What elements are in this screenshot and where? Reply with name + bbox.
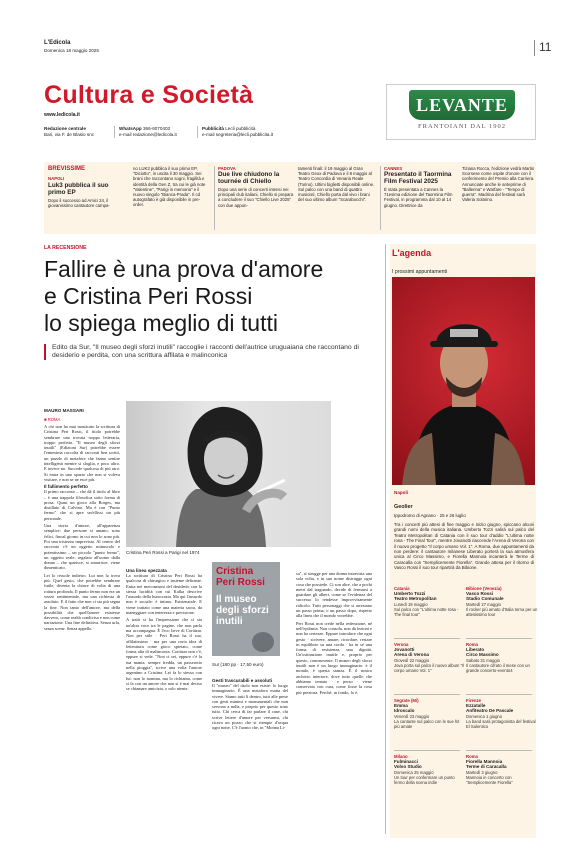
article-kicker: LA RECENSIONE bbox=[44, 245, 87, 251]
event-city: Firenze bbox=[466, 698, 482, 703]
event-city: Bibione (Venezia) bbox=[466, 586, 502, 591]
event-desc: La band sarà protagonista del festival El Salentico bbox=[466, 718, 536, 729]
event-artist: Ezzatalle bbox=[466, 703, 486, 708]
event-venue: Circo Massimo bbox=[466, 652, 499, 658]
article-col-1: A chi non ha mai masticato la scrittura di Cristina Peri Rossi, il titolo potrebbe sembrare una trovata troppo letteraria, troppo perfetta. "Il museo degli sforzi inutili" (Edizioni Sur) potrebbe essere l'ennesima raccolta di racconti ben scritti, un puzzle di metafore che fanno sentire intelligenti mentre si sfoglia, e poco altro. E invece no. Succede qualcosa di più raro. Si entra in uno spazio che non si voleva visitare, e non se ne esce più. Il fallimento perfetto Il primo racconto – che dà il titolo al libro – è una trappola filosofica sotto forma di prosa. Quasi un gioco alla Borges, ma distillato di Calvino. Ma è con "Punto fermo" che si apre un'ellissi un più personale. Una storia d'amore, all'apparenza semplice: due persone si amano, sono felici, finoal giorno in cui non lo sono più. Poi una tristezza imprevista. Al centro del racconto c'è un oggetto minuscolo e potentissimo – un piccolo "punto fermo", un oggetto reale, regalato all'uomo dalla donna – che sparisce, si smarrisce, viene dimenticato. Lei lo rivuole indietro. Lui non lo trova più. Quel gesto, che potrebbe sembrare futile, diventa la chiave di volta di una rottura profonda. Il punto fermo non era un vezzo sentimentale, ma una richiesta di assoluto. E il fatto che non ci sia più segna la fine. Non tanto dell'amore, ma della possibilità che quell'amore esistesse davvero, come realtà condivisa e non come narrazione. Una fine definitiva. Senza urla, senza scene. Senza appello. bbox=[44, 424, 120, 631]
event-date: Domenica 25 maggio bbox=[394, 769, 434, 775]
article-col-3: Gesti trascurabili e assoluti Il "museo" del titolo non esiste: lo luogo immaginario. È una metafora esatta del vivere. Siamo tutti lì dentro, tutti alle prese con gesti minimi e monumentali che non servono a nulla, e proprio per questo sono tutto. Chi cerca di far parlare il cane, chi scrive lettere d'amore per versarmi, chi ricava un pozzo che si riempie d'acqua ogni notte. C'è l'uomo che, in "Monna Li- bbox=[212, 678, 288, 731]
event-venue: Idroscalo bbox=[394, 708, 415, 714]
article-col-2: Una linea spezzata La scrittura di Cristina Peri Rossi ha qualcosa di chirurgico e insieme delirante. Entra nei meccanismi del desiderio con la stessa lucidità con cui Kafka descrive l'assurdo della burocrazia. Ma qui l'assurdo non è sociale: è intimo. Esistenziale. E viene trattato come una materia sacra, da maneggiare con tenerezza e precisione. A tratti si ha l'impressione che ci sia un'altra voce tra le pagine, che non parla ma accompagna. È l'eco lieve di Cortázar. Non per stile · Peri Rossi ha il suo, affilatissimo · ma per una certa idea di letteratura come gioco spietato, come forma alta di malinconia. Cortázar non c'è, eppure si vede. "Non ci sei, eppure c'è la tua mania, sempre fredda, un passerotto nella pioggia", scrive una volta l'autore argentino a Cristina. Lei fa lo stesso con lui: non lo nomina, ma lo richiama, come si fa con un amore che non si è mai deciso se chiamare amicizia, o solo niente. bbox=[126, 568, 202, 692]
issue-date: Domenica 18 maggio 2025 bbox=[44, 48, 99, 53]
brief-3: CANNES Presentato il Taormina Film Festival 2025 È stata presentata a Cannes la 71esima edizione del Taormina Film Festival, in programma dal 10 al 14 giugno. Direttrice da bbox=[384, 166, 453, 208]
agenda-event bbox=[394, 754, 466, 785]
agenda-feature: Napoli Geolier Ippodromo di Agnano · 25 e 26 luglio Tra i concerti più attesi di fine maggio e inizio giugno, spiccano alcuni grandi nomi della musica italiana. Umberto Tozzi salirà sul palco del Teatro Metropolitan di Catania con il suo tour d'addio "L'ultima notte rosa - The Final Tour", mentre Jovanotti riaccende l'Arena di Verona con il nuovo progetto "Il corpo umano Vol. 1". A Roma, due appuntamenti da non perdere: il cantautore milanese Liberato porterà la sua atmosfera unica al Circo Massimo, e Fiorella Mannoia incanterà le Terme di Caracalla con "Semplicemente Fiorella". Grande attesa per il ritorno di Vasco Rossi il suo tour ripartirà da Bibione. bbox=[394, 490, 534, 571]
event-city: Segrate (Mi) bbox=[394, 698, 419, 703]
event-divider bbox=[466, 750, 532, 751]
agenda-event bbox=[466, 586, 538, 617]
site-url[interactable]: www.ledicola.it bbox=[44, 112, 80, 118]
book-cover: Cristina Peri Rossi Il museo degli sforzi inutili bbox=[212, 562, 280, 656]
contact-whatsapp: WhatsApp 366-6070403 e-mail redazione@ledicola.it bbox=[119, 126, 177, 137]
event-date: Sabato 31 maggio bbox=[466, 657, 500, 663]
event-city: Catania bbox=[394, 586, 410, 591]
geolier-photo bbox=[392, 277, 535, 485]
article-col-4: sa", si strugge per una donna intravista una sola volta, e in suo nome distrugge ogni cosa che possiede. Ci son altre, che a pochi metri dal traguardo, decide di fermarsi a guardare gli alberi, come se l'evidenza del successo lo rendesse improvvisamente ridicolo. Tutti personaggi che si arrestano un passo prima, o un passo dopo, rispetto alla linea che il mondo vorrebbe. Peri Rossi non crede nella redenzione, né nell'epifania. Non consola, non dà lezioni e non ha certezze. Eppure introduce che ogni gesto · scrivere, amare, ricordare, restare in equilibrio su una corda · ha in sé una forma di resistenza, una dignità. Un'ostinazione inutile e, proprio per questo, commovente. Il museo degli sforzi inutili non è un luogo immaginario: è il mondo, è questa stanza. È il nostro archivio interiore, dove tutto quello che abbiamo tentato · e perso · viene conservato con cura, come fosse la cosa più preziosa. Perché, in fondo, lo è. bbox=[296, 571, 372, 695]
levante-ad[interactable] bbox=[386, 84, 536, 140]
article-standfirst: Edito da Sur, "Il museo degli sforzi inutili" raccoglie i racconti dell'autrice uruguaiana che raccontano di desiderio e perdita, con una scrittura affilata e malinconica bbox=[52, 344, 359, 360]
event-artist: Vasco Rossi bbox=[466, 591, 494, 596]
brief-2: PADOVA Due live chiudono la tournée di Chiello Dopo una serie di concerti intensi nei principali club italiani, Chiello si prepara a concludere il suo "Chiello Live 2025" con due appun- bbox=[218, 166, 294, 208]
place: ■ ROMA bbox=[44, 417, 61, 422]
agenda-event bbox=[466, 698, 538, 729]
levante-tagline: FRANTOIANI DAL 1902 bbox=[418, 123, 506, 130]
author-byline: MAURO MASSARI bbox=[44, 408, 84, 413]
brevissime-label: BREVISSIME bbox=[48, 166, 86, 172]
agenda-event bbox=[394, 642, 466, 673]
event-venue: Stadio Comunale bbox=[466, 596, 504, 602]
event-divider bbox=[466, 638, 532, 639]
event-divider bbox=[394, 694, 460, 695]
event-desc: Il rocker più amato d'Italia torna per un attesissimo tour bbox=[466, 606, 538, 617]
event-divider bbox=[394, 638, 460, 639]
agenda-event bbox=[394, 698, 466, 729]
event-desc: Il cantautore cifrato il mese con un grande concerto-evento4 bbox=[466, 662, 530, 673]
event-desc: Un tour per confermare un punto fermo della scena indie bbox=[394, 774, 455, 785]
event-desc: Jova porta sul palco il nuovo album "Il corpo umano Vol. 1" bbox=[394, 662, 465, 673]
agenda-subtitle: I prossimi appuntamenti bbox=[392, 269, 448, 275]
event-divider bbox=[466, 694, 532, 695]
event-date: Martedì 27 maggio bbox=[466, 601, 501, 607]
event-venue: Arena di Verona bbox=[394, 652, 429, 658]
event-artist: Umberto Tozzi bbox=[394, 591, 426, 596]
event-date: Domenica 1 giugno bbox=[466, 713, 503, 719]
event-venue: Teatro Metropolitan bbox=[394, 596, 437, 602]
agenda-event bbox=[394, 586, 466, 617]
event-venue: Terme di Caracalla bbox=[466, 764, 507, 770]
book-caption: Sur (180 pp · 17,50 euro) bbox=[212, 662, 264, 667]
event-artist: Jovanotti bbox=[394, 647, 415, 652]
event-date: Martedì 3 giugno bbox=[466, 769, 498, 775]
page-number: 11 bbox=[539, 40, 552, 54]
section-title: Cultura e Società bbox=[44, 81, 254, 109]
event-city: Roma bbox=[466, 754, 478, 759]
event-city: Roma bbox=[466, 642, 478, 647]
agenda-title: L'agenda bbox=[392, 248, 432, 258]
author-photo bbox=[126, 401, 331, 547]
event-divider bbox=[394, 750, 460, 751]
event-city: Milano bbox=[394, 754, 408, 759]
event-desc: Mannoia in concerto con "Semplicemente Fiorella" bbox=[466, 774, 513, 785]
event-artist: Fulminacci bbox=[394, 759, 418, 764]
event-venue: Anfiteatro De Pascale bbox=[466, 708, 514, 714]
event-date: Venerdì 23 maggio bbox=[394, 713, 430, 719]
levante-logo: LEVANTE bbox=[409, 90, 515, 120]
event-artist: Emma bbox=[394, 703, 408, 708]
event-artist: Fiorella Mannoia bbox=[466, 759, 503, 764]
contact-redazione: Redazione centrale Bari, via F. de Blasio snc bbox=[44, 126, 95, 137]
agenda-event bbox=[466, 754, 538, 785]
event-desc: La cantante sul palco con le sue hit più amate bbox=[394, 718, 460, 729]
paper-name: L'Edicola bbox=[44, 40, 71, 46]
article-headline: Fallire è una prova d'amore e Cristina Peri Rossi lo spiega meglio di tutti bbox=[44, 256, 324, 336]
brief-3-cont: Tiziana Rocca, l'edizione vedrà Martin Scorsese come ospite d'onore con il conferimento del Premio alla Carriera. Annunciate anche le anteprime di "Ballerina" e Warfare - "Tempo di guerra". Madrina del festival sarà Valeria Solarino. bbox=[462, 166, 535, 203]
event-artist: Liberato bbox=[466, 647, 485, 652]
event-venue: Volvo Studio bbox=[394, 764, 422, 770]
event-date: Giovedì 22 maggio bbox=[394, 657, 430, 663]
agenda-event bbox=[466, 642, 538, 673]
event-desc: Sul palco con "L'ultima notte rosa - The final tour" bbox=[394, 606, 459, 617]
event-date: Lunedì 19 maggio bbox=[394, 601, 428, 607]
photo-caption: Cristina Peri Rossi a Parigi nel 1974 bbox=[126, 550, 200, 555]
brief-1: NAPOLI Luk3 pubblica il suo primo EP Dopo il successo ad Amici 24, il giovanissimo cantautore campa- bbox=[48, 176, 110, 209]
brief-1-cont: no LUK3 pubblica il suo primo EP, "Diciotto", in uscita il 30 maggio. Sei brani che raccontano sogni, fragilità e identità della Gen Z, tra cui le già note "Valentine", "Parigi in memoria" e il nuovo singolo "Bianca-Prada". Il cd autografato è già disponibile in pre-order. bbox=[133, 166, 206, 208]
contact-pubblicita: Pubblicità Lecli pubblicità e-mail segreteria@lecli.pubblicita.it bbox=[202, 126, 274, 137]
brief-2-cont: tamenti finali: il 19 maggio al Gran Teatro Geox di Padova e il 8 maggio al Teatro Concordia di Venaria Reale (Torino). Ultimi biglietti disponibili online. Sul palco con una band di quattro musicisti, Chiello porta dal vivo i brani del suo ultimo album "Scarabocchi". bbox=[298, 166, 375, 203]
event-city: Verona bbox=[394, 642, 409, 647]
